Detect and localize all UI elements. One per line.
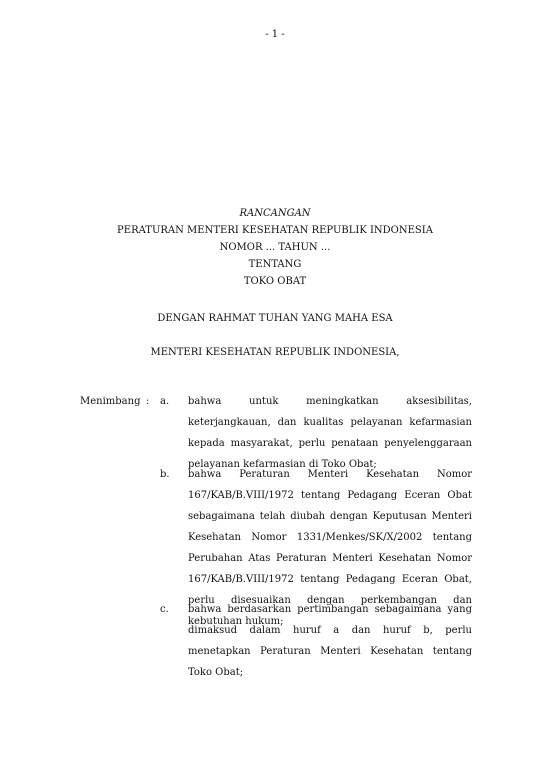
clause-text: bahwa untuk meningkatkan aksesibilitas, keterjangkauan, dan kualitas pelayanan kefarmasian kepada masyarakat, perlu penataan penyelenggaraan pelayanan kefarmasian di Toko Obat; [188, 396, 472, 470]
clause-letter: a. [160, 396, 170, 407]
issuer-line: MENTERI KESEHATAN REPUBLIK INDONESIA, [150, 347, 400, 358]
clause-text: bahwa Peraturan Menteri Kesehatan Nomor 167/KAB/B.VIII/1972 tentang Pedagang Eceran Obat sebagaimana telah diubah dengan Keputusan Menteri Kesehatan Nomor 1331/Menkes/SK/X/2002 tentang Perubahan Atas Peraturan Menteri Kesehatan Nomor 167/KAB/B.VIII/1972 tentang Pedagang Eceran Obat, perlu disesuaikan dengan perkembangan dan kebutuhan hukum; [188, 469, 472, 627]
regulation-number: NOMOR ... TAHUN ... [219, 242, 331, 253]
regulation-title-block [0, 205, 550, 290]
clause-letter: c. [160, 604, 169, 615]
regulation-title: PERATURAN MENTERI KESEHATAN REPUBLIK INDONESIA [117, 225, 433, 236]
about-label: TENTANG [248, 259, 302, 270]
regulation-subject: TOKO OBAT [243, 276, 307, 287]
draft-label: RANCANGAN [239, 208, 311, 219]
invocation-line: DENGAN RAHMAT TUHAN YANG MAHA ESA [157, 313, 393, 324]
considering-colon: : [146, 396, 150, 407]
clause-letter: b. [160, 469, 170, 480]
page-number: - 1 - [265, 29, 285, 40]
clause-text: bahwa berdasarkan pertimbangan sebagaimana yang dimaksud dalam huruf a dan huruf b, perlu menetapkan Peraturan Menteri Kesehatan tentang Toko Obat; [188, 604, 472, 678]
considering-label: Menimbang [80, 396, 141, 407]
